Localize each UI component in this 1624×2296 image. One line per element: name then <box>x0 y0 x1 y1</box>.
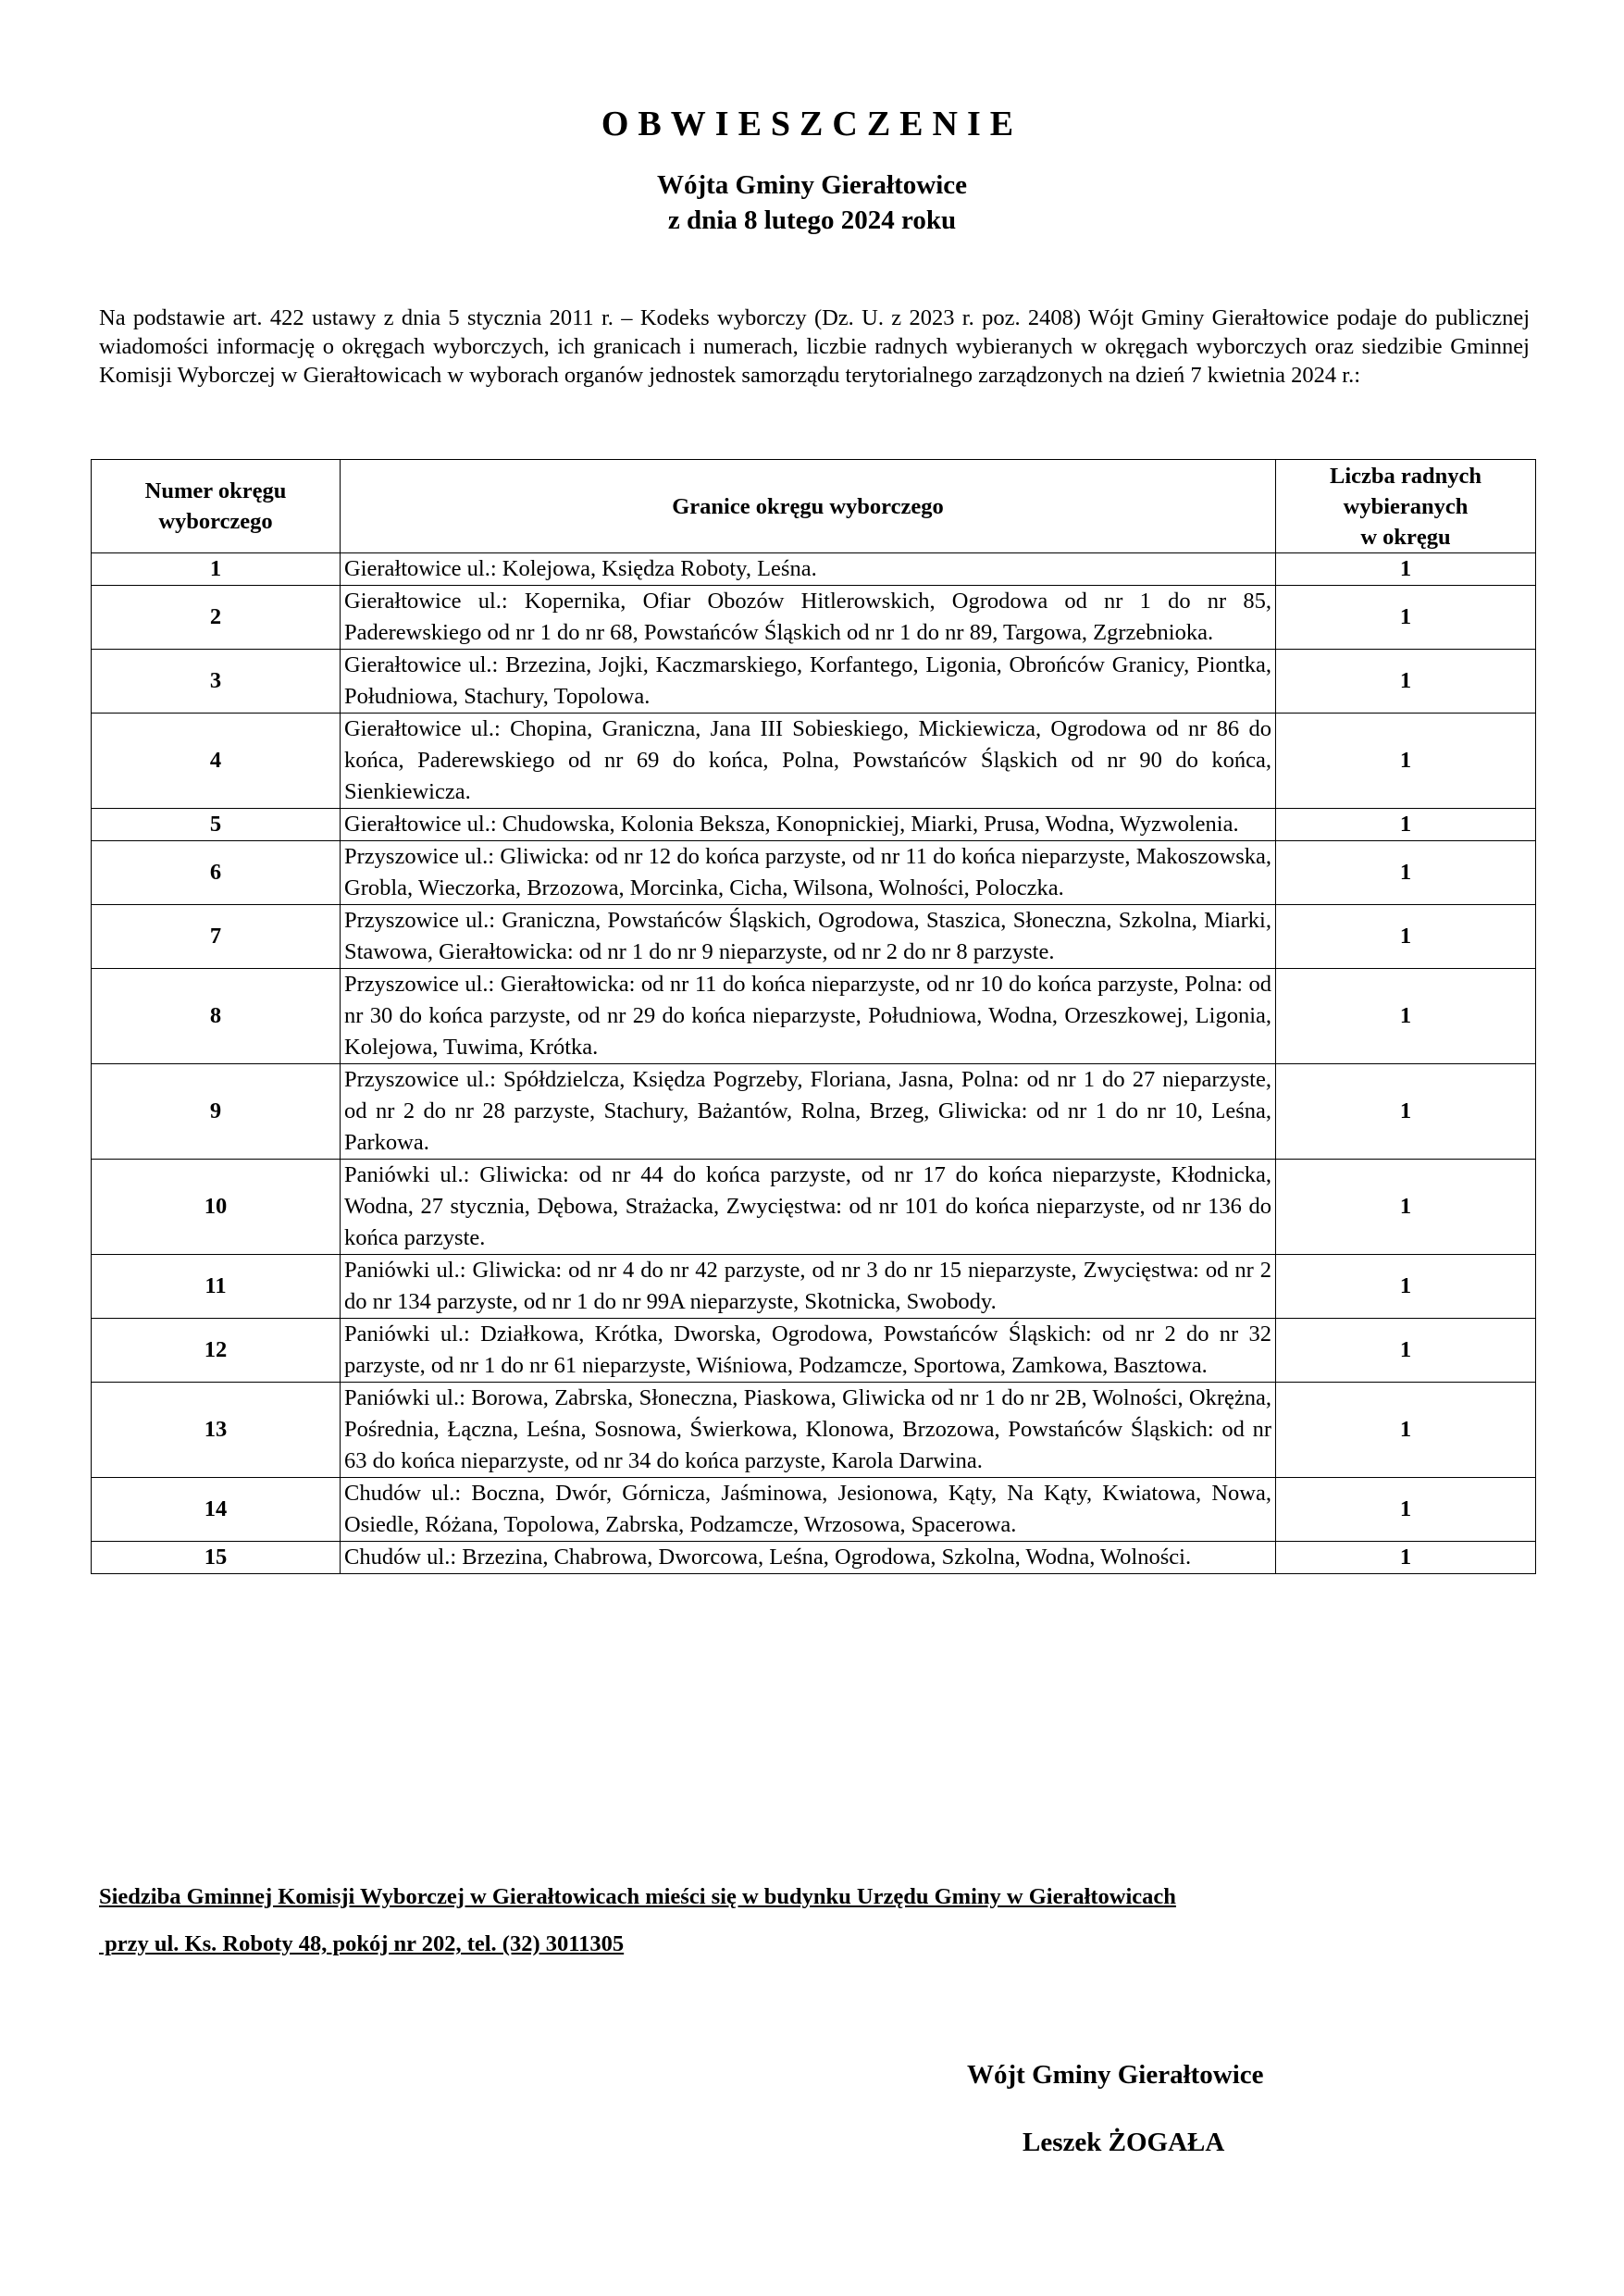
district-number: 11 <box>92 1255 341 1319</box>
district-seats: 1 <box>1276 650 1536 714</box>
district-seats: 1 <box>1276 586 1536 650</box>
district-bounds: Przyszowice ul.: Spółdzielcza, Księdza Pogrzeby, Floriana, Jasna, Polna: od nr 1 do 27 nieparzyste, od nr 2 do nr 28 parzyste, Stachury, Bażantów, Rolna, Brzeg, Gliwicka: od nr 1 do nr 10, Leśna, Parkowa. <box>341 1064 1276 1160</box>
district-bounds: Paniówki ul.: Borowa, Zabrska, Słoneczna, Piaskowa, Gliwicka od nr 1 do nr 2B, Wolności, Okrężna, Pośrednia, Łączna, Leśna, Sosnowa, Świerkowa, Klonowa, Brzozowa, Powstańców Śląskich: od nr 63 do końca nieparzyste, od nr 34 do końca parzyste, Karola Darwina. <box>341 1383 1276 1478</box>
commission-seat-line2: przy ul. Ks. Roboty 48, pokój nr 202, tel. (32) 3011305 <box>99 1931 625 1956</box>
district-bounds: Gierałtowice ul.: Chopina, Graniczna, Jana III Sobieskiego, Mickiewicza, Ogrodowa od nr 86 do końca, Paderewskiego od nr 69 do końca, Polna, Powstańców Śląskich od nr 90 do końca, Sienkiewicza. <box>341 714 1276 809</box>
table-row <box>92 1319 1536 1383</box>
district-seats: 1 <box>1276 905 1536 969</box>
district-seats: 1 <box>1276 714 1536 809</box>
district-bounds: Paniówki ul.: Gliwicka: od nr 4 do nr 42 parzyste, od nr 3 do nr 15 nieparzyste, Zwycięstwa: od nr 2 do nr 134 parzyste, od nr 1 do nr 99A nieparzyste, Skotnicka, Swobody. <box>341 1255 1276 1319</box>
commission-seat-line1: Siedziba Gminnej Komisji Wyborczej w Gierałtowicach mieści się w budynku Urzędu Gminy w Gierałtowicach <box>99 1884 1176 1909</box>
header-number-line2: wyborczego <box>158 509 273 534</box>
district-bounds: Paniówki ul.: Działkowa, Krótka, Dworska, Ogrodowa, Powstańców Śląskich: od nr 2 do nr 32 parzyste, od nr 1 do nr 61 nieparzyste, Wiśniowa, Podzamcze, Sportowa, Zamkowa, Basztowa. <box>341 1319 1276 1383</box>
table-row <box>92 714 1536 809</box>
district-number: 6 <box>92 841 341 905</box>
district-bounds: Gierałtowice ul.: Kopernika, Ofiar Obozów Hitlerowskich, Ogrodowa od nr 1 do nr 85, Paderewskiego od nr 1 do nr 68, Powstańców Śląskich od nr 1 do nr 89, Targowa, Zgrzebnioka. <box>341 586 1276 650</box>
district-number: 8 <box>92 969 341 1064</box>
district-seats: 1 <box>1276 809 1536 841</box>
district-seats: 1 <box>1276 1478 1536 1542</box>
district-bounds: Chudów ul.: Brzezina, Chabrowa, Dworcowa, Leśna, Ogrodowa, Szkolna, Wodna, Wolności. <box>341 1542 1276 1574</box>
district-seats: 1 <box>1276 1255 1536 1319</box>
district-bounds: Gierałtowice ul.: Chudowska, Kolonia Beksza, Konopnickiej, Miarki, Prusa, Wodna, Wyzwolenia. <box>341 809 1276 841</box>
district-seats: 1 <box>1276 1064 1536 1160</box>
table-row <box>92 1255 1536 1319</box>
district-seats: 1 <box>1276 1160 1536 1255</box>
table-row <box>92 841 1536 905</box>
district-bounds: Gierałtowice ul.: Brzezina, Jojki, Kaczmarskiego, Korfantego, Ligonia, Obrońców Granicy, Piontka, Południowa, Stachury, Topolowa. <box>341 650 1276 714</box>
district-bounds: Paniówki ul.: Gliwicka: od nr 44 do końca parzyste, od nr 17 do końca nieparzyste, Kłodnicka, Wodna, 27 stycznia, Dębowa, Strażacka, Zwycięstwa: od nr 101 do końca nieparzyste, od nr 136 do końca parzyste. <box>341 1160 1276 1255</box>
district-number: 5 <box>92 809 341 841</box>
signature-office: Wójt Gminy Gierałtowice <box>967 2060 1264 2090</box>
district-number: 12 <box>92 1319 341 1383</box>
district-number: 10 <box>92 1160 341 1255</box>
header-district-number <box>92 460 341 553</box>
district-bounds: Gierałtowice ul.: Kolejowa, Księdza Roboty, Leśna. <box>341 553 1276 586</box>
table-row <box>92 809 1536 841</box>
district-bounds: Przyszowice ul.: Gliwicka: od nr 12 do końca parzyste, od nr 11 do końca nieparzyste, Makoszowska, Grobla, Wieczorka, Brzozowa, Morcinka, Cicha, Wilsona, Wolności, Poloczka. <box>341 841 1276 905</box>
table-row <box>92 586 1536 650</box>
table-row <box>92 650 1536 714</box>
table-row <box>92 1542 1536 1574</box>
district-bounds: Przyszowice ul.: Graniczna, Powstańców Śląskich, Ogrodowa, Staszica, Słoneczna, Szkolna, Miarki, Stawowa, Gierałtowicka: od nr 1 do nr 9 nieparzyste, od nr 2 do nr 8 parzyste. <box>341 905 1276 969</box>
district-number: 15 <box>92 1542 341 1574</box>
district-seats: 1 <box>1276 841 1536 905</box>
table-row <box>92 553 1536 586</box>
date-line: z dnia 8 lutego 2024 roku <box>667 205 957 235</box>
district-number: 7 <box>92 905 341 969</box>
header-seats-line1: Liczba radnych <box>1329 463 1482 489</box>
header-seats-line2: wybieranych <box>1343 493 1469 519</box>
district-number: 3 <box>92 650 341 714</box>
issuer-line: Wójta Gminy Gierałtowice <box>656 170 968 200</box>
district-number: 4 <box>92 714 341 809</box>
table-header-row <box>92 460 1536 553</box>
signature-name: Leszek ŻOGAŁA <box>1023 2128 1225 2157</box>
table-row <box>92 905 1536 969</box>
district-bounds: Przyszowice ul.: Gierałtowicka: od nr 11 do końca nieparzyste, od nr 10 do końca parzyste, Polna: od nr 30 do końca parzyste, od nr 29 do końca nieparzyste, Południowa, Wodna, Orzeszkowej, Ligonia, Kolejowa, Tuwima, Krótka. <box>341 969 1276 1064</box>
district-bounds: Chudów ul.: Boczna, Dwór, Górnicza, Jaśminowa, Jesionowa, Kąty, Na Kąty, Kwiatowa, Nowa, Osiedle, Różana, Topolowa, Zabrska, Podzamcze, Wrzosowa, Spacerowa. <box>341 1478 1276 1542</box>
intro-paragraph: Na podstawie art. 422 ustawy z dnia 5 stycznia 2011 r. – Kodeks wyborczy (Dz. U. z 2023 r. poz. 2408) Wójt Gminy Gierałtowice podaje do publicznej wiadomości informację o okręgach wyborczych, ich granicach i numerach, liczbie radnych wybieranych w okręgach wyborczych oraz siedzibie Gminnej Komisji Wyborczej w Gierałtowicach w wyborach organów jednostek samorządu terytorialnego zarządzonych na dzień 7 kwietnia 2024 r.: <box>99 305 1530 388</box>
district-number: 2 <box>92 586 341 650</box>
header-seats-line3: w okręgu <box>1360 524 1451 550</box>
district-number: 9 <box>92 1064 341 1160</box>
district-seats: 1 <box>1276 1542 1536 1574</box>
districts-table <box>91 459 1536 1574</box>
district-number: 1 <box>92 553 341 586</box>
document-title: OBWIESZCZENIE <box>601 105 1023 143</box>
table-row <box>92 969 1536 1064</box>
header-seats <box>1276 460 1536 553</box>
district-seats: 1 <box>1276 1319 1536 1383</box>
district-seats: 1 <box>1276 969 1536 1064</box>
table-row <box>92 1383 1536 1478</box>
district-number: 13 <box>92 1383 341 1478</box>
district-seats: 1 <box>1276 1383 1536 1478</box>
district-number: 14 <box>92 1478 341 1542</box>
district-seats: 1 <box>1276 553 1536 586</box>
header-number-line1: Numer okręgu <box>144 478 287 503</box>
header-district-bounds: Granice okręgu wyborczego <box>341 460 1276 553</box>
table-row <box>92 1160 1536 1255</box>
table-row <box>92 1478 1536 1542</box>
table-row <box>92 1064 1536 1160</box>
